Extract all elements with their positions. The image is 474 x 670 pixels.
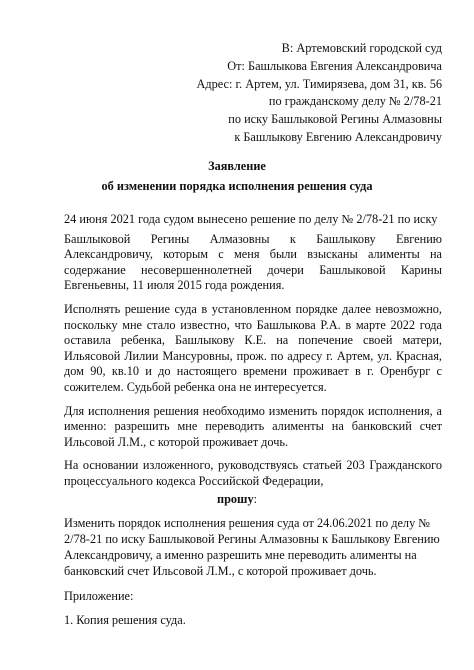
paragraph-2: Башлыковой Регины Алмазовны к Башлыкову Евгению Александровичу, которым с меня были взысканы алименты на содержание несовершеннолетней дочери Башлыковой Карины Евгеньевны, 11 июля 2015 года рождения.: [64, 231, 442, 293]
paragraph-5: На основании изложенного, руководствуясь статьей 203 Гражданского процессуального кодекса Российской Федерации,: [64, 458, 442, 488]
request-section: [64, 515, 448, 636]
title-line-1: Заявление: [208, 159, 266, 173]
request-text: Изменить порядок исполнения решения суда от 24.06.2021 по делу № 2/78-21 по иску Башлыковой Регины Алмазовны к Башлыкову Евгению Александровичу, а именно разрешить мне переводить алименты на банковский счет Ильсовой Л.М., с которой проживает дочь.: [64, 516, 440, 578]
document-title: [0, 156, 474, 196]
paragraph-1: 24 июня 2021 года судом вынесено решение по делу № 2/78-21 по иску: [64, 212, 438, 226]
addressee-line: В: Артемовский городской суд: [281, 41, 442, 55]
claimant-line: по иску Башлыковой Регины Алмазовны: [228, 112, 442, 127]
document-body: [64, 212, 442, 498]
paragraph-4: Для исполнения решения необходимо изменить порядок исполнения, а именно: разрешить мне переводить алименты на банковский счет Ильсовой Л.М., с которой проживает дочь.: [64, 403, 442, 449]
sender-address-line: Адрес: г. Артем, ул. Тимирязева, дом 31, кв. 56: [196, 76, 442, 91]
paragraph-3: Исполнять решение суда в установленном порядке далее невозможно, поскольку мне стало известно, что Башлыкова Р.А. в марте 2022 года оставила ребенка, Башлыкову К.Е. на попечение своей матери, Ильясовой Лилии Мансуровны, прож. по адресу г. Артем, ул. Красная, дом 90, кв.10 и до настоящего времени проживает в г. Оренбург с сожителем. Судьбой ребенка она не интересуется.: [64, 301, 442, 394]
request-colon: :: [253, 492, 258, 506]
defendant-line: к Башлыкову Евгению Александровичу: [234, 129, 442, 144]
sender-line: От: Башлыкова Евгения Александровича: [227, 58, 442, 73]
document-header: [196, 40, 442, 147]
attachments-label: Приложение:: [64, 589, 134, 603]
case-number-line: по гражданскому делу № 2/78-21: [268, 94, 442, 109]
title-line-2: об изменении порядка исполнения решения суда: [101, 179, 373, 193]
request-word: прошу: [216, 492, 254, 506]
attachment-item-1: 1. Копия решения суда.: [64, 612, 186, 627]
request-heading: [0, 492, 474, 508]
